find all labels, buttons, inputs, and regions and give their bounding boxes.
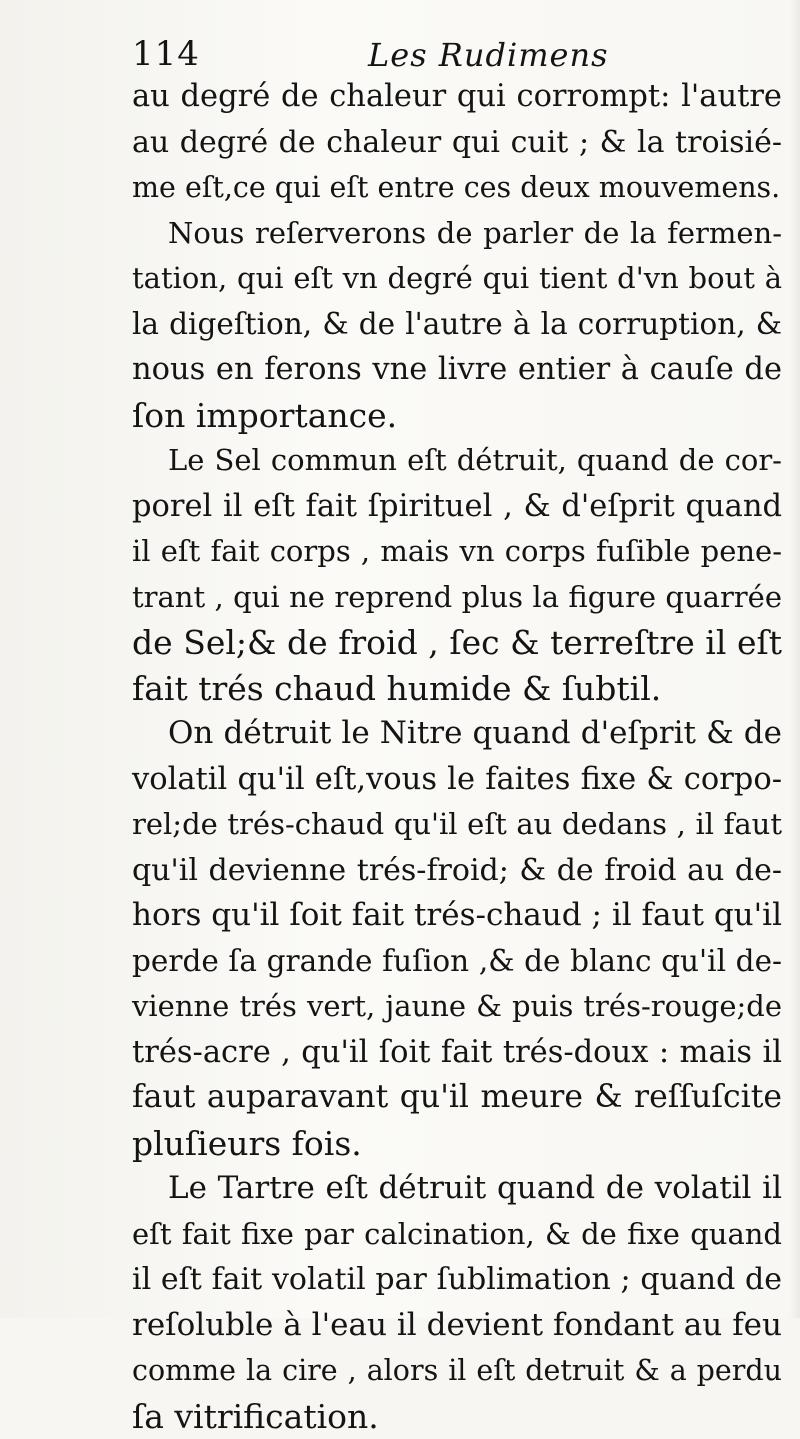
- paragraph-3: [132, 438, 782, 711]
- running-head: [132, 34, 772, 74]
- text-line: comme la cire , alors il eſt detruit & a perdu: [132, 1348, 782, 1394]
- text-line: On détruit le Nitre quand d'eſprit & de: [132, 711, 782, 757]
- paragraph-1: [132, 74, 782, 211]
- text-line: eſt fait fixe par calcination, & de fixe quand: [132, 1212, 782, 1258]
- text-line: trant , qui ne reprend plus la figure quarrée: [132, 575, 782, 621]
- text-line: ſon importance.: [132, 393, 782, 439]
- text-line: faut auparavant qu'il meure & reſſuſcite: [132, 1075, 782, 1121]
- paragraph-4: [132, 711, 782, 1166]
- text-line: nous en ferons vne livre entier à cauſe de: [132, 347, 782, 393]
- text-line: Le Sel commun eſt détruit, quand de cor-: [132, 438, 782, 484]
- text-line: Le Tartre eſt détruit quand de volatil il: [132, 1166, 782, 1212]
- text-line: hors qu'il ſoit fait trés-chaud ; il faut qu'il: [132, 893, 782, 939]
- text-line: porel il eſt fait ſpirituel , & d'eſprit quand: [132, 484, 782, 530]
- paragraph-2: [132, 211, 782, 439]
- text-line: fait trés chaud humide & ſubtil.: [132, 666, 782, 712]
- text-line: rel;de trés-chaud qu'il eſt au dedans , il faut: [132, 802, 782, 848]
- text-line: ſa vitrification.: [132, 1394, 782, 1439]
- text-line: qu'il devienne trés-froid; & de froid au de-: [132, 848, 782, 894]
- text-line: perde ſa grande fuſion ,& de blanc qu'il de-: [132, 939, 782, 985]
- paragraph-5: [132, 1166, 782, 1439]
- text-line: il eſt fait volatil par ſublimation ; quand de: [132, 1257, 782, 1303]
- page-edge-shadow: [790, 0, 800, 1318]
- text-line: me eſt,ce qui eſt entre ces deux mouvemens.: [132, 165, 782, 211]
- text-line: reſoluble à l'eau il devient fondant au feu: [132, 1303, 782, 1349]
- text-line: au degré de chaleur qui cuit ; & la troisié-: [132, 120, 782, 166]
- body-text: [132, 74, 782, 1439]
- text-line: la digeſtion, & de l'autre à la corruption, &: [132, 302, 782, 348]
- text-line: pluſieurs fois.: [132, 1121, 782, 1167]
- text-line: Nous reſerverons de parler de la fermen-: [132, 211, 782, 257]
- text-line: au degré de chaleur qui corrompt: l'autre: [132, 74, 782, 120]
- text-line: trés-acre , qu'il ſoit fait trés-doux : mais il: [132, 1030, 782, 1076]
- text-line: de Sel;& de froid , ſec & terreſtre il eſt: [132, 620, 782, 666]
- text-line: il eſt fait corps , mais vn corps fuſible pene-: [132, 529, 782, 575]
- text-line: volatil qu'il eſt,vous le faites fixe & corpo-: [132, 757, 782, 803]
- text-line: tation, qui eſt vn degré qui tient d'vn bout à: [132, 256, 782, 302]
- page-number: 114: [132, 34, 200, 74]
- text-line: vienne trés vert, jaune & puis trés-rouge;de: [132, 984, 782, 1030]
- running-title: Les Rudimens: [368, 36, 609, 74]
